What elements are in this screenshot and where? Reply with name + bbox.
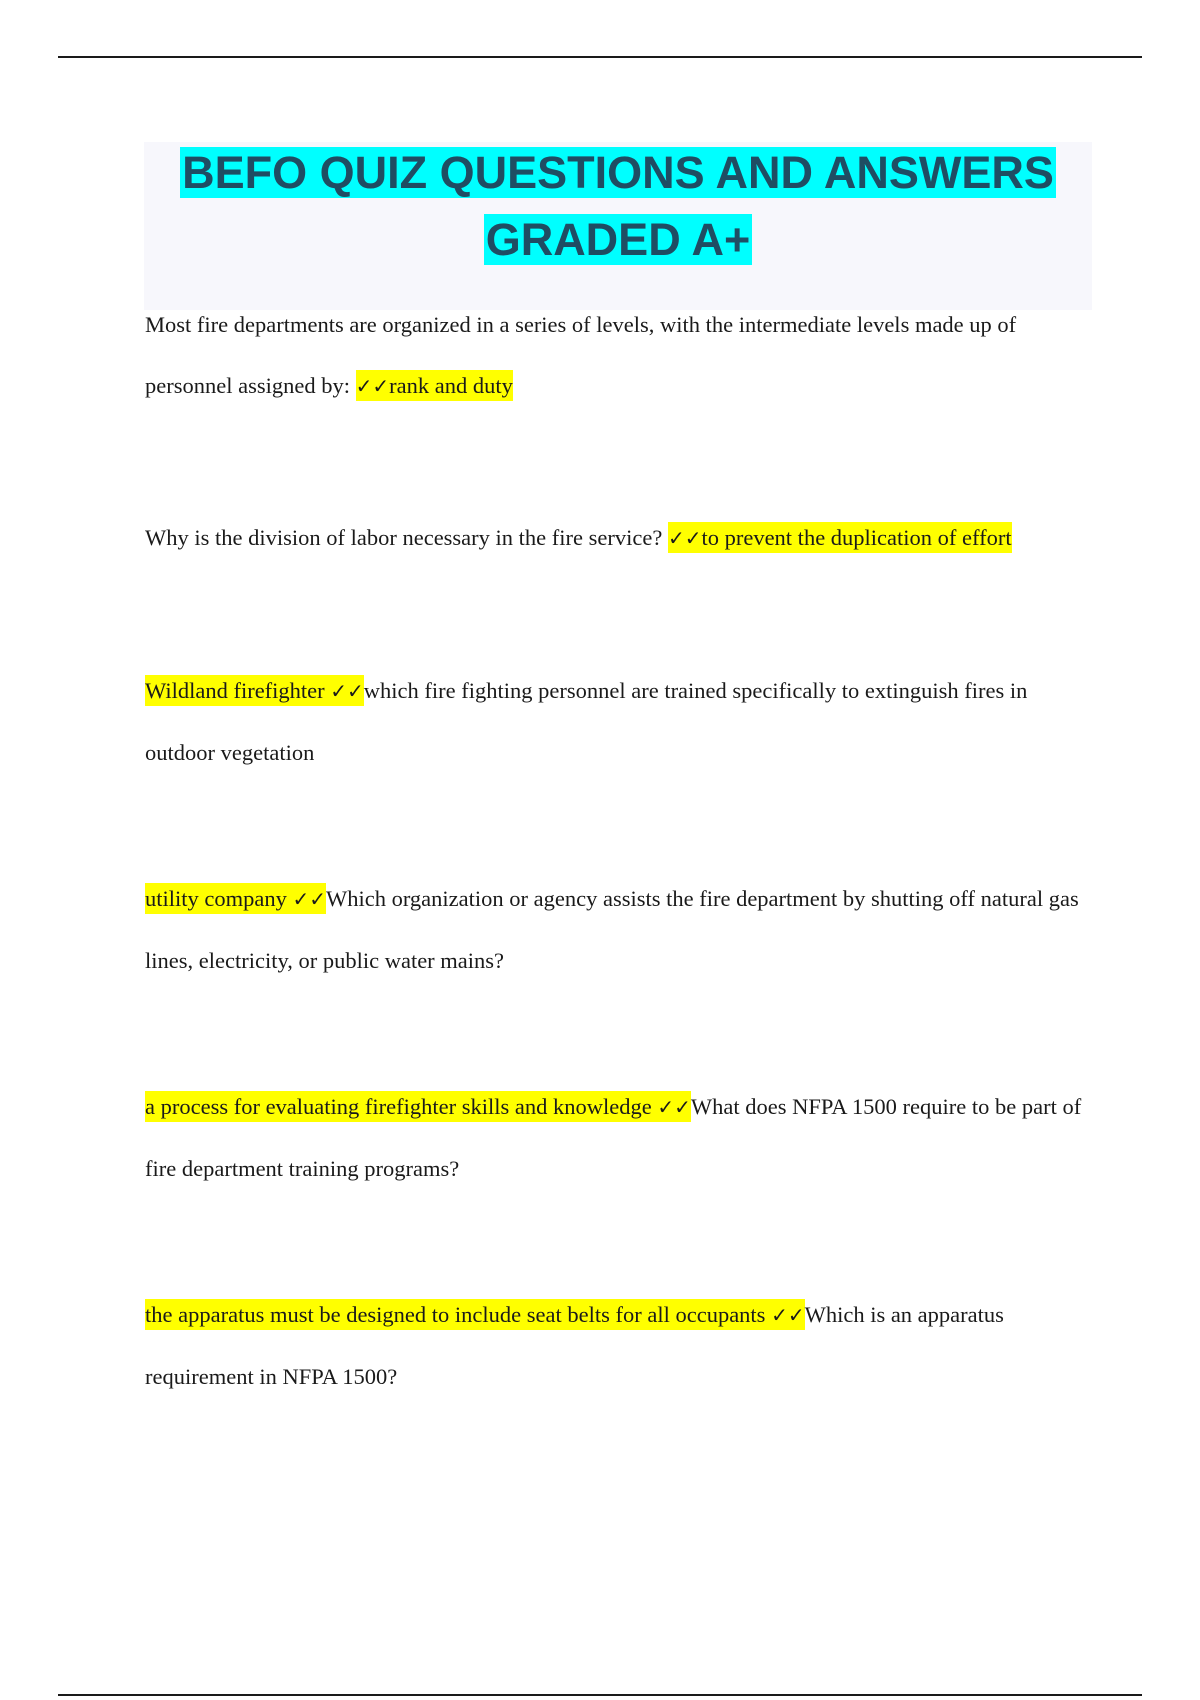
definition-text: which fire fighting personnel are trained specifically to extinguish fires in outdoor vegetation	[145, 678, 1028, 765]
double-check-icon: ✓✓	[292, 887, 326, 911]
term-text: the apparatus must be designed to include seat belts for all occupants	[145, 1302, 766, 1327]
double-check-icon: ✓✓	[667, 526, 702, 550]
definition-text: Which organization or agency assists the fire department by shutting off natural gas lines, electricity, or public water mains?	[145, 886, 1079, 973]
qa-item-1	[145, 294, 1095, 417]
term-highlight	[145, 1299, 805, 1330]
double-check-icon: ✓✓	[657, 1095, 691, 1119]
title-block	[144, 142, 1092, 310]
term-highlight	[145, 675, 364, 706]
answer-text: to prevent the duplication of effort	[701, 525, 1012, 550]
question-text: Most fire departments are organized in a series of levels, with the intermediate levels made up of personnel assigned by:	[145, 312, 1017, 398]
term-highlight	[145, 883, 326, 914]
double-check-icon: ✓✓	[355, 374, 390, 398]
answer-text: rank and duty	[389, 373, 513, 398]
header-rule	[58, 56, 1142, 58]
qa-item-4	[145, 868, 1095, 991]
definition-text: What does NFPA 1500 require to be part of fire department training programs?	[145, 1094, 1082, 1181]
footer-rule	[58, 1694, 1142, 1696]
qa-item-6	[145, 1284, 1095, 1407]
qa-item-5	[145, 1076, 1095, 1199]
term-text: Wildland firefighter	[145, 678, 325, 703]
qa-item-2	[145, 507, 1095, 569]
term-highlight	[145, 1091, 691, 1122]
answer-highlight	[356, 370, 513, 401]
document-title: BEFO QUIZ QUESTIONS AND ANSWERS GRADED A+	[182, 147, 1054, 265]
qa-item-3	[145, 660, 1095, 783]
answer-highlight	[668, 522, 1012, 553]
term-text: a process for evaluating firefighter skills and knowledge	[145, 1094, 652, 1119]
double-check-icon: ✓✓	[330, 679, 364, 703]
term-text: utility company	[145, 886, 287, 911]
question-text: Why is the division of labor necessary in the fire service?	[145, 525, 663, 550]
double-check-icon: ✓✓	[771, 1303, 805, 1327]
definition-text: Which is an apparatus requirement in NFPA 1500?	[145, 1302, 1004, 1389]
